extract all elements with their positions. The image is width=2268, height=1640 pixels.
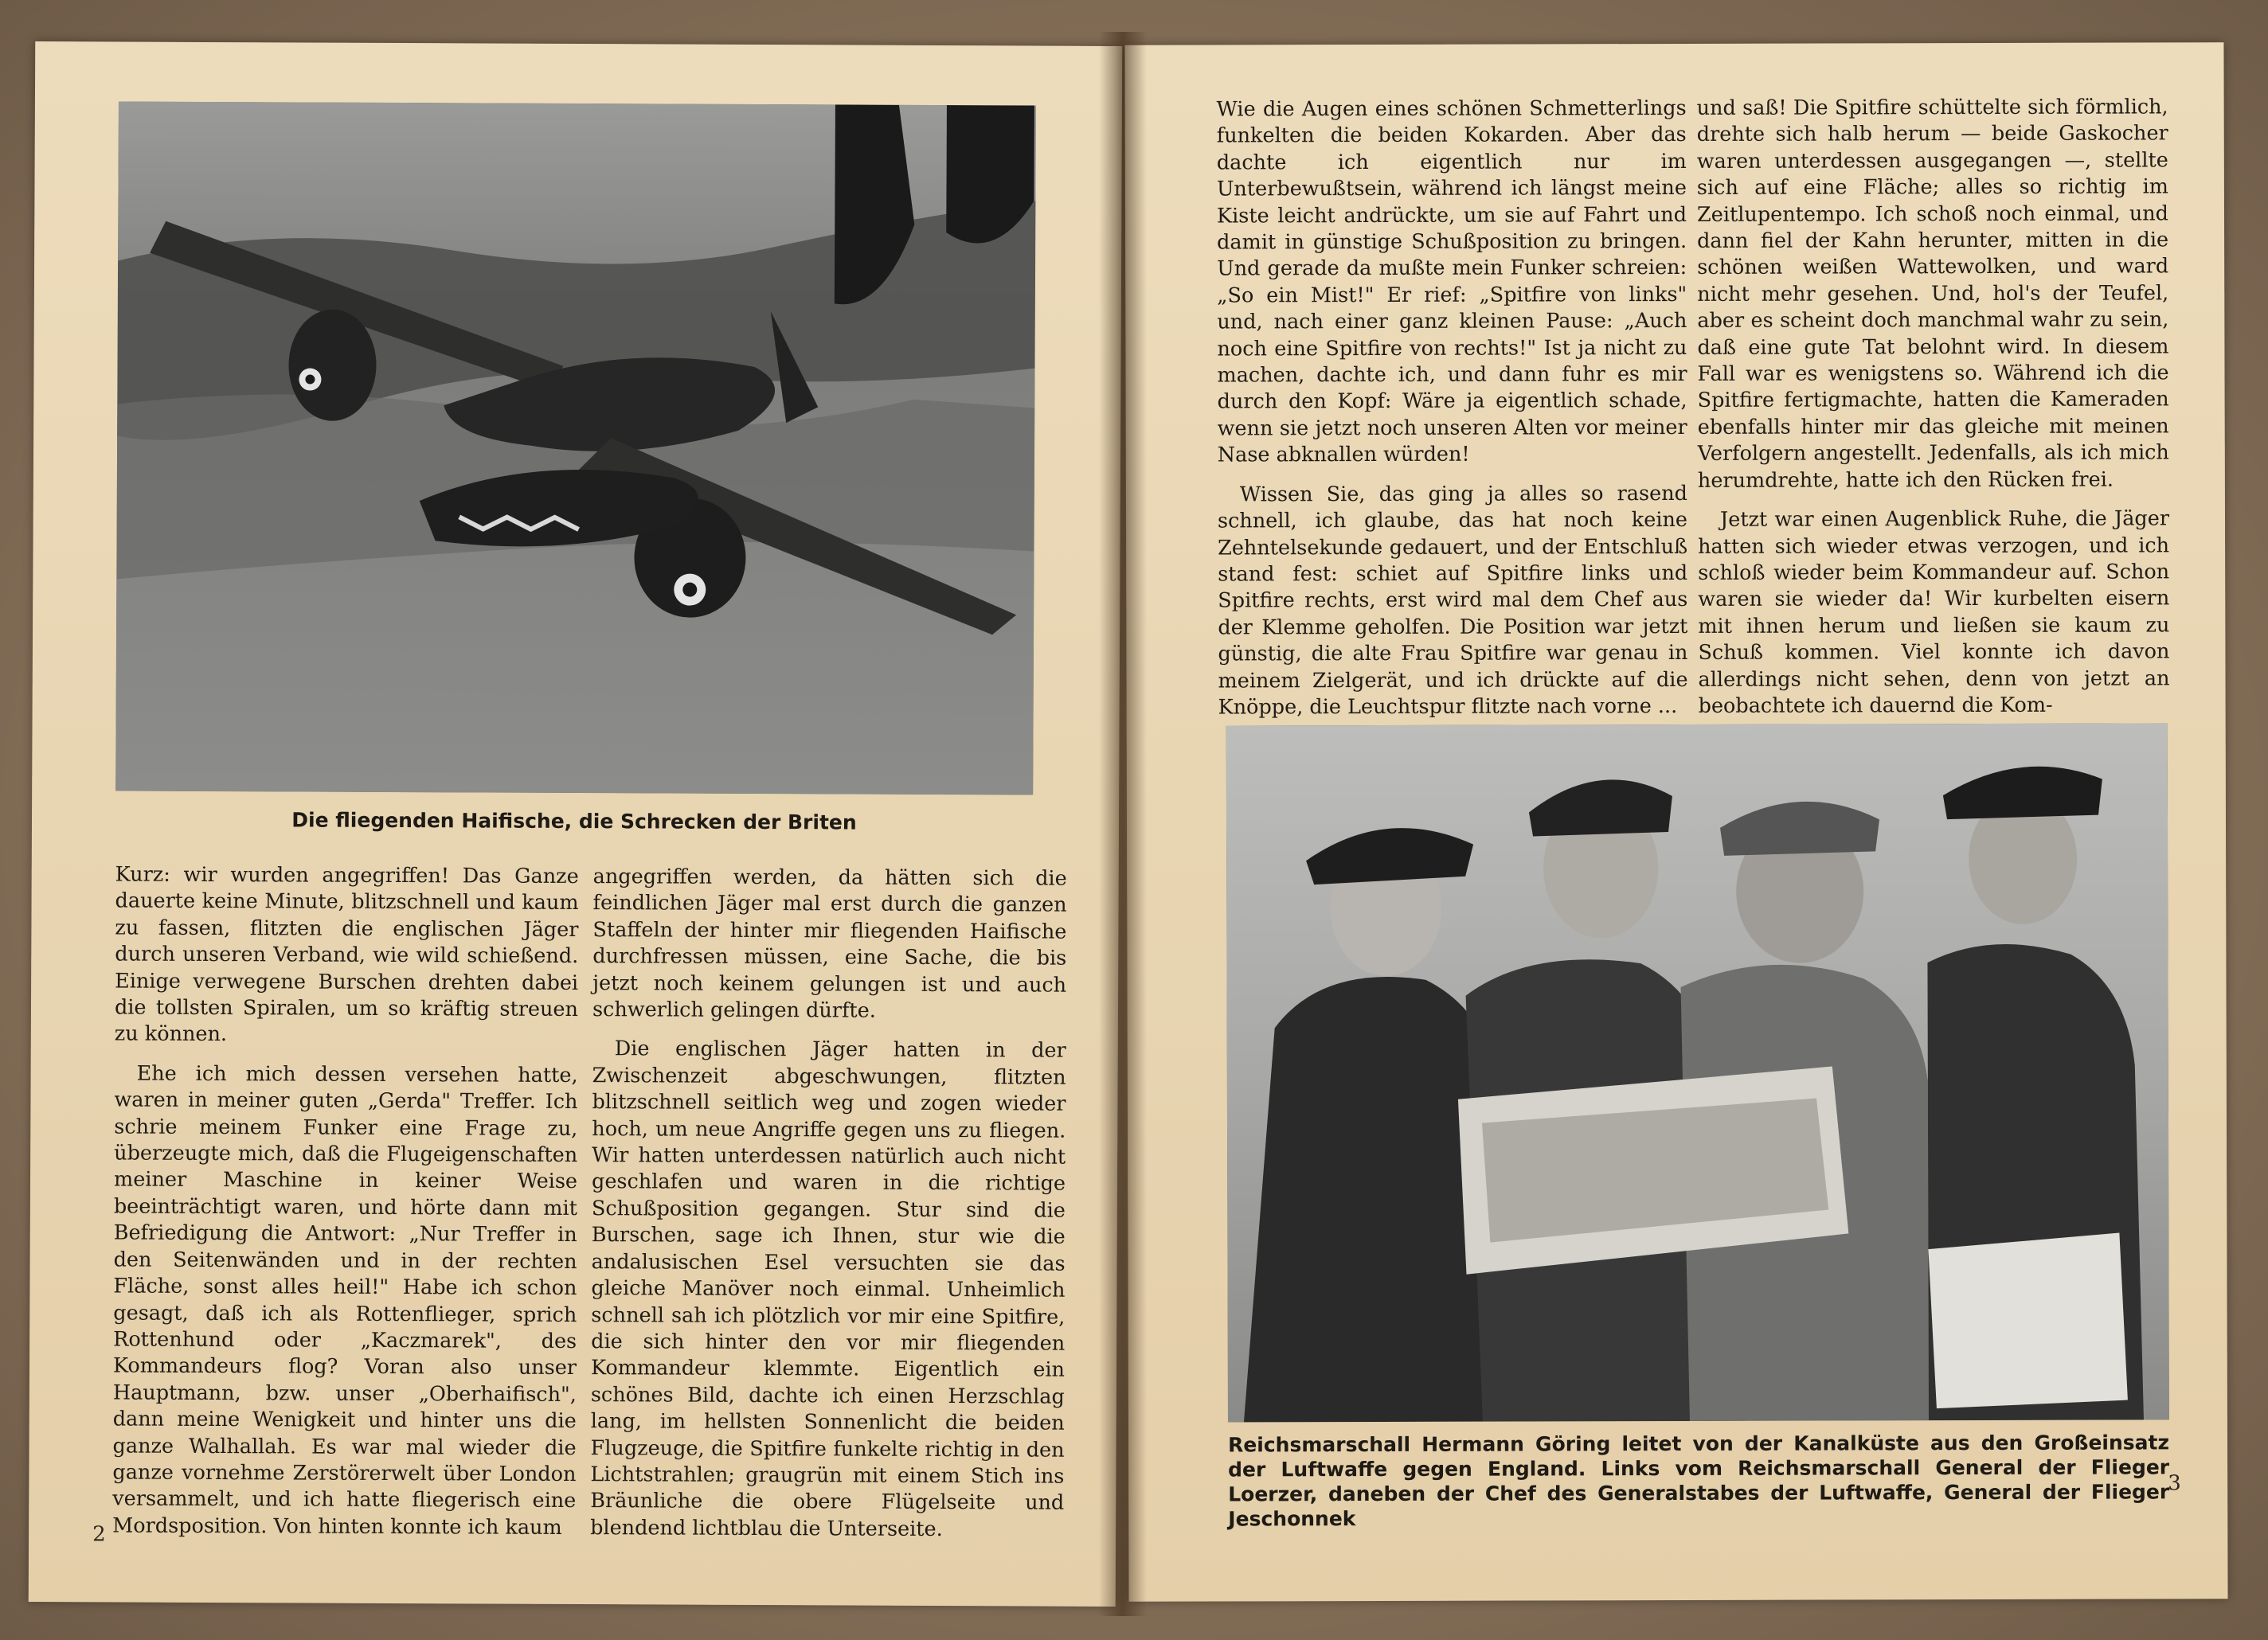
paragraph: Wie die Augen eines schönen Schmetterlings funkelten die beiden Kokarden. Aber das dachte ich eigentlich nur im Unterbewußtsein, während ich längst meine Kiste leicht andrückte, um sie auf Fahrt und damit in günstige Schußposition zu bringen. Und gerade da mußte mein Funker schreien: „So ein Mist!" Er rief: „Spitfire von links" und, nach einer ganz kleinen Pause: „Auch noch eine Spitfire von rechts!" Ist ja nicht zu machen, dachte ich, und dann fuhr es mir durch den Kopf: Wäre ja eigentlich schade, wenn sie jetzt noch unseren Alten vor meiner Nase abknallen würden! xyxy=(1216,96,1687,467)
officers-photo xyxy=(1226,723,2169,1422)
paragraph: angegriffen werden, da hätten sich die feindlichen Jäger mal erst durch die ganzen Staffeln der hinter mir fliegenden Haifische durchfressen müssen, eine Sache, die bis jetzt noch keinem gelungen ist und auch schwerlich gelingen dürfte. xyxy=(592,865,1067,1023)
paragraph: Kurz: wir wurden angegriffen! Das Ganze dauerte keine Minute, blitzschnell und kaum zu fassen, flitzten die englischen Jäger durch unseren Verband, wie wild schießend. Einige verwegene Burschen drehten dabei die tollsten Spiralen, um so kräftig streuen zu können. xyxy=(114,862,579,1047)
officers-illustration xyxy=(1226,723,2169,1422)
right-page xyxy=(1124,42,2227,1602)
left-page-column-2 xyxy=(590,864,1067,1544)
paragraph: und saß! Die Spitfire schüttelte sich förmlich, drehte sich halb herum — beide Gaskocher waren unterdessen ausgegangen —, stellte sich auf eine Fläche; alles so richtig im Zeitlupentempo. Ich schoß noch einmal, und dann fiel der Kahn herunter, mitten in die schönen weißen Wattewolken, und ward nicht mehr gesehen. Und, hol's der Teufel, aber es scheint doch manchmal wahr zu sein, daß eine gute Tat belohnt wird. In diesem Fall war es wenigstens so. Während ich die Spitfire fertigmachte, hatten die Kameraden ebenfalls hinter mir das gleiche mit meinen Verfolgern angestellt. Jedenfalls, als ich mich herumdrehte, hatte ich den Rücken frei. xyxy=(1696,95,2169,493)
left-page-column-1 xyxy=(112,861,579,1541)
aircraft-photo-caption: Die fliegenden Haifische, die Schrecken der Briten xyxy=(291,808,857,834)
left-page xyxy=(29,41,1123,1607)
page-number-right: 3 xyxy=(2168,1471,2181,1496)
right-page-column-1 xyxy=(1217,96,1688,721)
officers-photo-caption: Reichsmarschall Hermann Göring leitet von der Kanalküste aus den Großeinsatz der Luftwaffe gegen England. Links vom Reichsmarschall General der Flieger Loerzer, daneben der Chef des Generalstabes der Luftwaffe, General der Flieger Jeschonnek xyxy=(1228,1431,2170,1531)
paragraph: Ehe ich mich dessen versehen hatte, waren in meiner guten „Gerda" Treffer. Ich schrie meinem Funker eine Frage zu, überzeugte mich, daß die Flugeigenschaften meiner Maschine in keiner Weise beeinträchtigt waren, und hörte dann mit Befriedigung die Antwort: „Nur Treffer in den Seitenwänden und in der rechten Fläche, sonst alles heil!" Habe ich schon gesagt, daß ich als Rottenflieger, sprich Rottenhund oder „Kaczmarek", des Kommandeurs flog? Voran also unser Hauptmann, bzw. unser „Oberhaifisch", dann meine Wenigkeit und hinter uns die ganze Walhallah. Es war mal wieder die ganze vornehme Zerstörerwelt über London versammelt, und ich hatte fliegerisch eine Mordsposition. Von hinten konnte ich kaum xyxy=(112,1061,578,1540)
book-gutter xyxy=(1099,32,1147,1616)
right-page-column-2 xyxy=(1697,94,2170,720)
aircraft-illustration xyxy=(115,101,1036,795)
paragraph: Jetzt war einen Augenblick Ruhe, die Jäger hatten sich wieder etwas verzogen, und ich schloß wieder beim Kommandeur auf. Schon waren sie wieder da! Wir kurbelten eisern mit ihnen herum und ließen sie kaum zu Schuß kommen. Viel konnte ich davon allerdings nicht sehen, denn von jetzt an beobachtete ich dauernd die Kom- xyxy=(1698,506,2170,718)
paragraph: Wissen Sie, das ging ja alles so rasend schnell, ich glaube, das hat noch keine Zehntelsekunde gedauert, und der Entschluß stand fest: schiet auf Spitfire links und Spitfire rechts, erst wird mal dem Chef aus der Klemme geholfen. Die Position war jetzt günstig, die alte Frau Spitfire war genau in meinem Zielgerät, und ich drückte auf die Knöppe, die Leuchtspur flitzte nach vorne ... xyxy=(1217,481,1688,720)
aircraft-photo xyxy=(115,101,1036,795)
paragraph: Die englischen Jäger hatten in der Zwischenzeit abgeschwungen, flitzten blitzschnell seitlich weg und zogen wieder hoch, um neue Angriffe gegen uns zu fliegen. Wir hatten unterdessen natürlich auch nicht geschlafen und waren in die richtige Schußposition gegangen. Stur sind die Burschen, sage ich Ihnen, stur wie die andalusischen Esel versuchten sie das gleiche Manöver noch einmal. Unheimlich schnell sah ich plötzlich vor mir eine Spitfire, die sich hinter den vor mir fliegenden Kommandeur klemmte. Eigentlich ein schönes Bild, dachte ich einen Herzschlag lang, im hellsten Sonnenlicht die beiden Flugzeuge, die Spitfire funkelte richtig in den Lichtstrahlen; graugrün mit einem Stich ins Bräunliche die obere Flügelseite und blendend lichtblau die Unterseite. xyxy=(590,1037,1066,1541)
page-number-left: 2 xyxy=(92,1522,106,1547)
